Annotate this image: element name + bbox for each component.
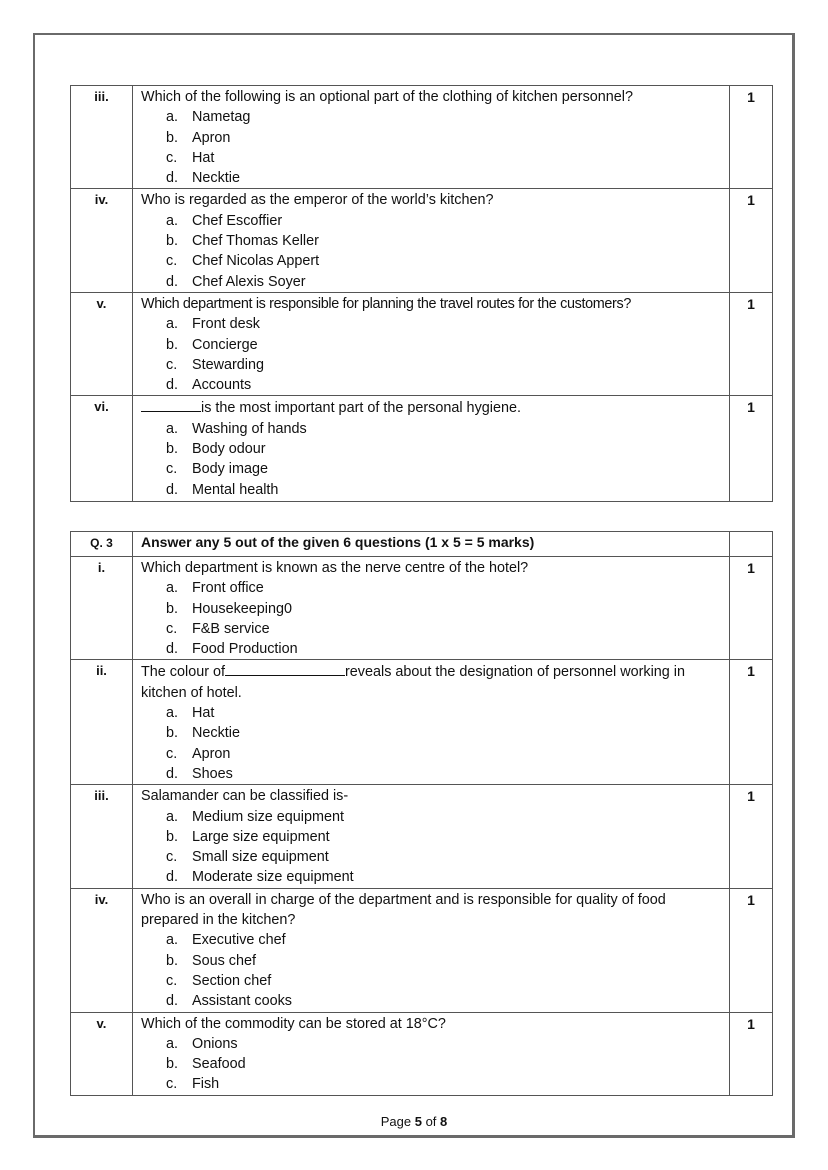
- option-letter: b.: [166, 952, 179, 969]
- question-text: Which department is responsible for planning the travel routes for the customers?: [141, 295, 631, 312]
- question-number: iv.: [71, 189, 133, 292]
- option-letter: d.: [166, 993, 179, 1010]
- options-list: [141, 578, 721, 659]
- question-number: v.: [71, 1012, 133, 1095]
- option-text: Housekeeping0: [192, 600, 293, 617]
- question-text-before-blank: The colour of: [141, 664, 225, 681]
- question-marks: 1: [730, 785, 773, 888]
- option-letter: d.: [166, 170, 179, 187]
- option-text: Moderate size equipment: [192, 869, 354, 886]
- option-item: [166, 1034, 721, 1054]
- option-text: Small size equipment: [192, 849, 329, 866]
- question-marks: 1: [730, 888, 773, 1012]
- option-item: [166, 867, 721, 887]
- option-text: Assistant cooks: [192, 993, 292, 1010]
- option-item: [166, 744, 721, 764]
- page-total: 8: [440, 1114, 448, 1129]
- question-number: vi.: [71, 396, 133, 501]
- option-item: [166, 439, 721, 459]
- option-letter: b.: [166, 1056, 179, 1073]
- option-item: [166, 272, 721, 292]
- question-marks: 1: [730, 1012, 773, 1095]
- question-row: [71, 86, 773, 189]
- option-item: [166, 355, 721, 375]
- option-item: [166, 619, 721, 639]
- question-row: [71, 292, 773, 395]
- option-letter: c.: [166, 356, 178, 373]
- option-letter: b.: [166, 828, 179, 845]
- question-body: [133, 660, 730, 785]
- question-body: [133, 785, 730, 888]
- options-list: [141, 930, 721, 1011]
- question-text: Which of the commodity can be stored at 18°C?: [141, 1015, 446, 1032]
- question-row: [71, 1012, 773, 1095]
- option-letter: c.: [166, 745, 178, 762]
- option-letter: c.: [166, 620, 178, 637]
- option-text: Necktie: [192, 170, 240, 187]
- question-number: iii.: [71, 785, 133, 888]
- options-list: [141, 1034, 721, 1095]
- option-text: Apron: [192, 129, 231, 146]
- option-letter: c.: [166, 972, 178, 989]
- option-item: [166, 599, 721, 619]
- option-text: Front office: [192, 580, 264, 597]
- option-item: [166, 231, 721, 251]
- option-text: Body image: [192, 461, 268, 478]
- option-text: Shoes: [192, 765, 233, 782]
- question-marks: 1: [730, 292, 773, 395]
- option-letter: c.: [166, 253, 178, 270]
- question-marks: 1: [730, 396, 773, 501]
- option-item: [166, 251, 721, 271]
- option-item: [166, 807, 721, 827]
- option-letter: d.: [166, 481, 179, 498]
- option-text: Large size equipment: [192, 828, 330, 845]
- option-item: [166, 419, 721, 439]
- question-text: [141, 661, 721, 703]
- option-text: Body odour: [192, 441, 266, 458]
- question-body: [133, 86, 730, 189]
- option-text: Mental health: [192, 481, 279, 498]
- option-text: Fish: [192, 1076, 220, 1093]
- option-letter: a.: [166, 109, 179, 126]
- option-item: [166, 314, 721, 334]
- option-item: [166, 1074, 721, 1094]
- page-current: 5: [414, 1114, 422, 1129]
- option-text: F&B service: [192, 620, 270, 637]
- question-row: [71, 557, 773, 660]
- option-item: [166, 459, 721, 479]
- option-letter: a.: [166, 808, 179, 825]
- question-row: [71, 785, 773, 888]
- question-row: [71, 888, 773, 1012]
- option-item: [166, 951, 721, 971]
- question-body: [133, 888, 730, 1012]
- question-number: ii.: [71, 660, 133, 785]
- option-item: [166, 148, 721, 168]
- question-row: [71, 396, 773, 501]
- option-text: Nametag: [192, 109, 251, 126]
- option-item: [166, 480, 721, 500]
- option-letter: b.: [166, 233, 179, 250]
- option-letter: b.: [166, 725, 179, 742]
- question-text: Who is an overall in charge of the department and is responsible for quality of food prepared in the kitchen?: [141, 891, 666, 929]
- option-text: Chef Nicolas Appert: [192, 253, 320, 270]
- question-body: [133, 557, 730, 660]
- option-item: [166, 168, 721, 188]
- question-number: iii.: [71, 86, 133, 189]
- option-item: [166, 847, 721, 867]
- option-item: [166, 211, 721, 231]
- options-list: [141, 703, 721, 784]
- option-text: Hat: [192, 705, 215, 722]
- option-item: [166, 991, 721, 1011]
- option-item: [166, 578, 721, 598]
- question-number: i.: [71, 557, 133, 660]
- question-text: [141, 397, 721, 418]
- option-letter: d.: [166, 273, 179, 290]
- option-item: [166, 764, 721, 784]
- option-item: [166, 128, 721, 148]
- question-table-q2: [70, 85, 773, 502]
- option-letter: d.: [166, 869, 179, 886]
- question-marks: 1: [730, 189, 773, 292]
- question-body: [133, 189, 730, 292]
- option-letter: d.: [166, 377, 179, 394]
- option-letter: b.: [166, 336, 179, 353]
- option-text: Chef Alexis Soyer: [192, 273, 306, 290]
- option-letter: d.: [166, 765, 179, 782]
- section-label: Q. 3: [71, 532, 133, 557]
- option-text: Chef Escoffier: [192, 212, 283, 229]
- option-letter: a.: [166, 580, 179, 597]
- option-text: Section chef: [192, 972, 272, 989]
- option-letter: a.: [166, 705, 179, 722]
- fill-in-blank: [225, 661, 345, 676]
- option-text: Apron: [192, 745, 231, 762]
- question-table-q3: [70, 531, 773, 1096]
- option-item: [166, 1054, 721, 1074]
- question-text-after-blank: is the most important part of the personal hygiene.: [201, 400, 521, 417]
- option-text: Seafood: [192, 1056, 246, 1073]
- option-item: [166, 723, 721, 743]
- option-item: [166, 375, 721, 395]
- option-text: Sous chef: [192, 952, 256, 969]
- page-prefix: Page: [380, 1114, 415, 1129]
- question-body: [133, 396, 730, 501]
- question-marks: 1: [730, 86, 773, 189]
- option-letter: c.: [166, 1076, 178, 1093]
- option-letter: a.: [166, 316, 179, 333]
- option-text: Stewarding: [192, 356, 264, 373]
- option-text: Concierge: [192, 336, 258, 353]
- option-text: Medium size equipment: [192, 808, 344, 825]
- question-number: v.: [71, 292, 133, 395]
- option-text: Food Production: [192, 641, 298, 658]
- option-letter: a.: [166, 420, 179, 437]
- option-item: [166, 639, 721, 659]
- option-item: [166, 703, 721, 723]
- option-item: [166, 930, 721, 950]
- option-letter: c.: [166, 849, 178, 866]
- option-letter: c.: [166, 149, 178, 166]
- option-letter: d.: [166, 641, 179, 658]
- question-number: iv.: [71, 888, 133, 1012]
- options-list: [141, 807, 721, 888]
- option-letter: a.: [166, 212, 179, 229]
- question-marks: 1: [730, 660, 773, 785]
- option-text: Accounts: [192, 377, 252, 394]
- question-marks: 1: [730, 557, 773, 660]
- page-separator: of: [421, 1114, 441, 1129]
- options-list: [141, 107, 721, 188]
- option-item: [166, 971, 721, 991]
- section-marks-empty: [730, 532, 773, 557]
- option-text: Hat: [192, 149, 215, 166]
- question-row: [71, 189, 773, 292]
- question-text-after-blank: reveals about the designation of personnel working in kitchen of hotel.: [141, 664, 685, 701]
- options-list: [141, 419, 721, 500]
- options-list: [141, 211, 721, 292]
- section-instruction: Answer any 5 out of the given 6 questions (1 x 5 = 5 marks): [133, 532, 730, 557]
- option-letter: b.: [166, 441, 179, 458]
- question-text: Who is regarded as the emperor of the world’s kitchen?: [141, 192, 494, 209]
- option-letter: b.: [166, 129, 179, 146]
- option-letter: c.: [166, 461, 178, 478]
- option-letter: a.: [166, 1035, 179, 1052]
- option-text: Necktie: [192, 725, 240, 742]
- option-text: Washing of hands: [192, 420, 307, 437]
- question-text: Which of the following is an optional part of the clothing of kitchen personnel?: [141, 89, 633, 105]
- question-body: [133, 292, 730, 395]
- question-body: [133, 1012, 730, 1095]
- question-text: Which department is known as the nerve centre of the hotel?: [141, 560, 529, 576]
- option-text: Executive chef: [192, 932, 286, 949]
- option-letter: b.: [166, 600, 179, 617]
- options-list: [141, 314, 721, 395]
- option-text: Chef Thomas Keller: [192, 233, 319, 250]
- option-item: [166, 827, 721, 847]
- option-text: Front desk: [192, 316, 260, 333]
- question-text: Salamander can be classified is-: [141, 788, 349, 805]
- option-item: [166, 335, 721, 355]
- question-row: [71, 660, 773, 785]
- fill-in-blank: [141, 397, 201, 412]
- page-footer: [0, 1114, 828, 1129]
- option-item: [166, 107, 721, 127]
- section-header-row: [71, 532, 773, 557]
- option-text: Onions: [192, 1035, 238, 1052]
- option-letter: a.: [166, 932, 179, 949]
